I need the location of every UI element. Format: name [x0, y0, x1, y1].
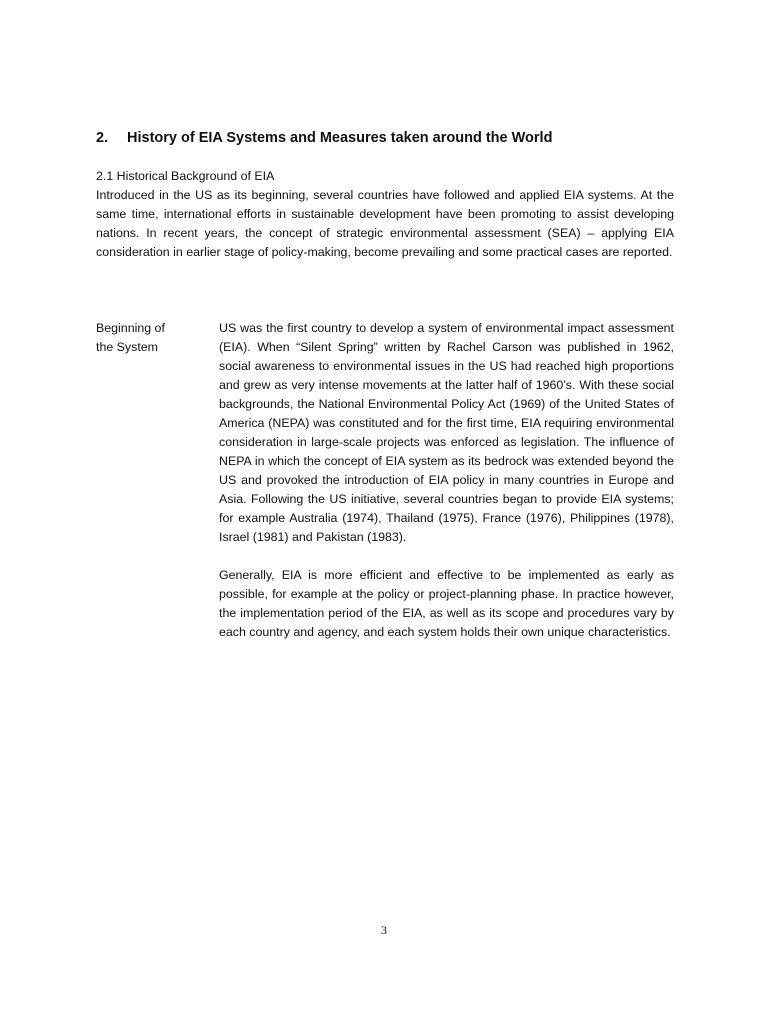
intro-paragraph: Introduced in the US as its beginning, several countries have followed and applied EIA systems. At the same time, international efforts in sustainable development have been promoting to assist developing nations. In recent years, the concept of strategic environmental assessment (SEA) – applying EIA consideration in earlier stage of policy-making, become prevailing and some practical cases are reported.: [96, 188, 674, 259]
section-heading: [96, 128, 696, 148]
subsection-title: 2.1 Historical Background of EIA: [96, 169, 275, 183]
section-number: 2.: [96, 130, 109, 146]
side-label: [96, 319, 206, 357]
section-body: [219, 319, 674, 661]
page-number: 3: [381, 923, 387, 937]
side-label-line-2: the System: [96, 340, 158, 354]
body-paragraph-2: Generally, EIA is more efficient and effective to be implemented as early as possible, for example at the policy or project-planning phase. In practice however, the implementation period of the EIA, as well as its scope and procedures vary by each country and agency, and each system holds their own unique characteristics.: [219, 568, 674, 639]
section-title: History of EIA Systems and Measures taken around the World: [127, 130, 553, 146]
body-paragraph-1: US was the first country to develop a system of environmental impact assessment (EIA). When “Silent Spring” written by Rachel Carson was published in 1962, social awareness to environmental issues in the US had reached high proportions and grew as very intense movements at the latter half of 1960’s. With these social backgrounds, the National Environmental Policy Act (1969) of the United States of America (NEPA) was constituted and for the first time, EIA requiring environmental consideration in large-scale projects was enforced as legislation. The influence of NEPA in which the concept of EIA system as its bedrock was extended beyond the US and provoked the introduction of EIA policy in many countries in Europe and Asia. Following the US initiative, several countries began to provide EIA systems; for example Australia (1974), Thailand (1975), France (1976), Philippines (1978), Israel (1981) and Pakistan (1983).: [219, 321, 674, 544]
side-label-line-1: Beginning of: [96, 321, 165, 335]
intro-block: [96, 167, 674, 262]
